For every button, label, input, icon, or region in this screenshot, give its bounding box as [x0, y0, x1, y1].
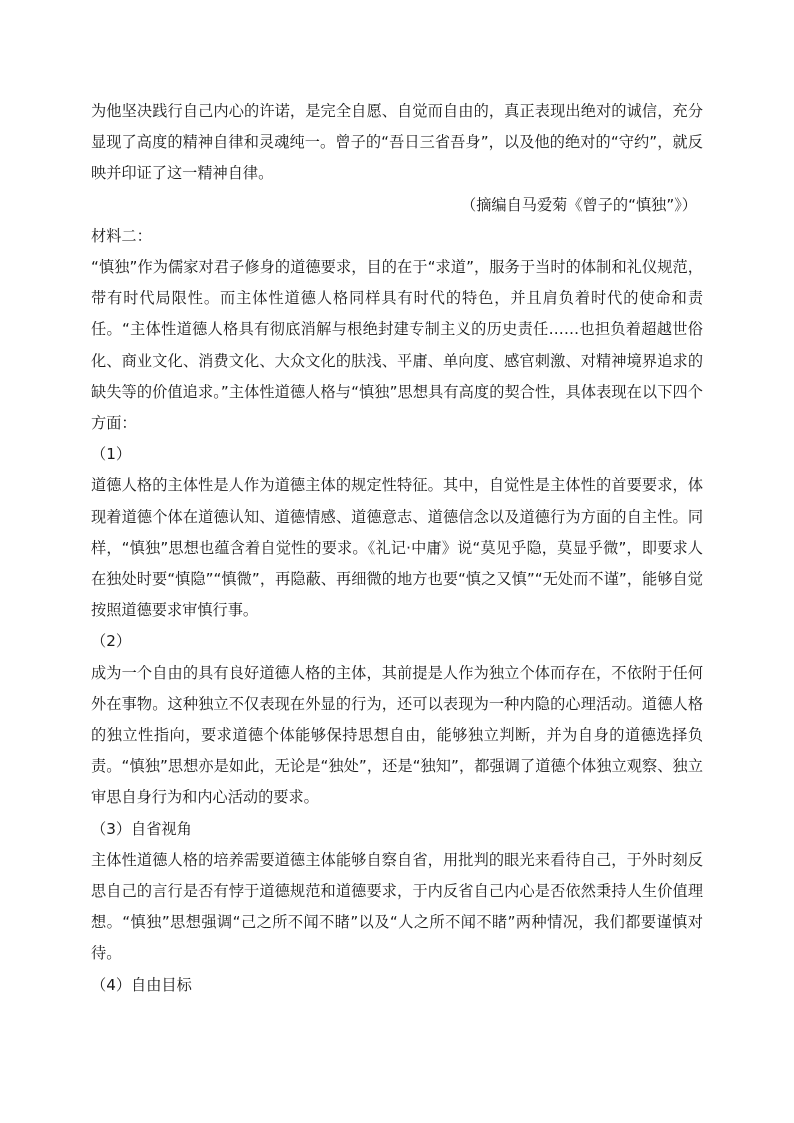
section-3-heading: （3）自省视角 [91, 819, 192, 838]
section-1-paragraph: 道德人格的主体性是人作为道德主体的规定性特征。其中，自觉性是主体性的首要要求，体现着道德个体在道德认知、道德情感、道德意志、道德信念以及道德行为方面的自主性。同样，“慎独”思想也蕴含着自觉性的要求。《礼记·中庸》说“莫见乎隐，莫显乎微”，即要求人在独处时要“慎隐”“慎微”，再隐蔽、再细微的地方也要“慎之又慎”“无处而不谨”，能够自觉按照道德要求审慎行事。 [91, 476, 703, 620]
source-citation: （摘编自马爱菊《曾子的“慎独”》） [461, 195, 697, 214]
material-two-paragraph: “慎独”作为儒家对君子修身的道德要求，目的在于“求道”，服务于当时的体制和礼仪规范，带有时代局限性。而主体性道德人格同样具有时代的特色，并且肩负着时代的使命和责任。“主体性道德人格具有彻底消解与根绝封建专制主义的历史责任……也担负着超越世俗化、商业文化、消费文化、大众文化的肤浅、平庸、单向度、感官刺激、对精神境界追求的缺失等的价值追求。”主体性道德人格与“慎独”思想具有高度的契合性，具体表现在以下四个方面： [91, 258, 703, 433]
intro-paragraph: 为他坚决践行自己内心的许诺，是完全自愿、自觉而自由的，真正表现出绝对的诚信，充分显现了高度的精神自律和灵魂纯一。曾子的“吾日三省吾身”，以及他的绝对的“守约”，就反映并印证了这一精神自律。 [91, 102, 703, 183]
section-3-paragraph: 主体性道德人格的培养需要道德主体能够自察自省，用批判的眼光来看待自己，于外时刻反思自己的言行是否有悖于道德规范和道德要求，于内反省自己内心是否依然秉持人生价值理想。“慎独”思想强调“己之所不闻不睹”以及“人之所不闻不睹”两种情况，我们都要谨慎对待。 [91, 850, 703, 963]
section-2-heading: （2） [91, 632, 132, 651]
section-4-heading: （4）自由目标 [91, 975, 192, 994]
section-1-heading: （1） [91, 445, 132, 464]
material-two-label: 材料二： [91, 226, 152, 245]
section-2-paragraph: 成为一个自由的具有良好道德人格的主体，其前提是人作为独立个体而存在，不依附于任何外在事物。这种独立不仅表现在外显的行为，还可以表现为一种内隐的心理活动。道德人格的独立性指向，要求道德个体能够保持思想自由，能够独立判断，并为自身的道德选择负责。“慎独”思想亦是如此，无论是“独处”，还是“独知”，都强调了道德个体独立观察、独立审思自身行为和内心活动的要求。 [91, 663, 703, 807]
document-page [91, 96, 703, 1001]
